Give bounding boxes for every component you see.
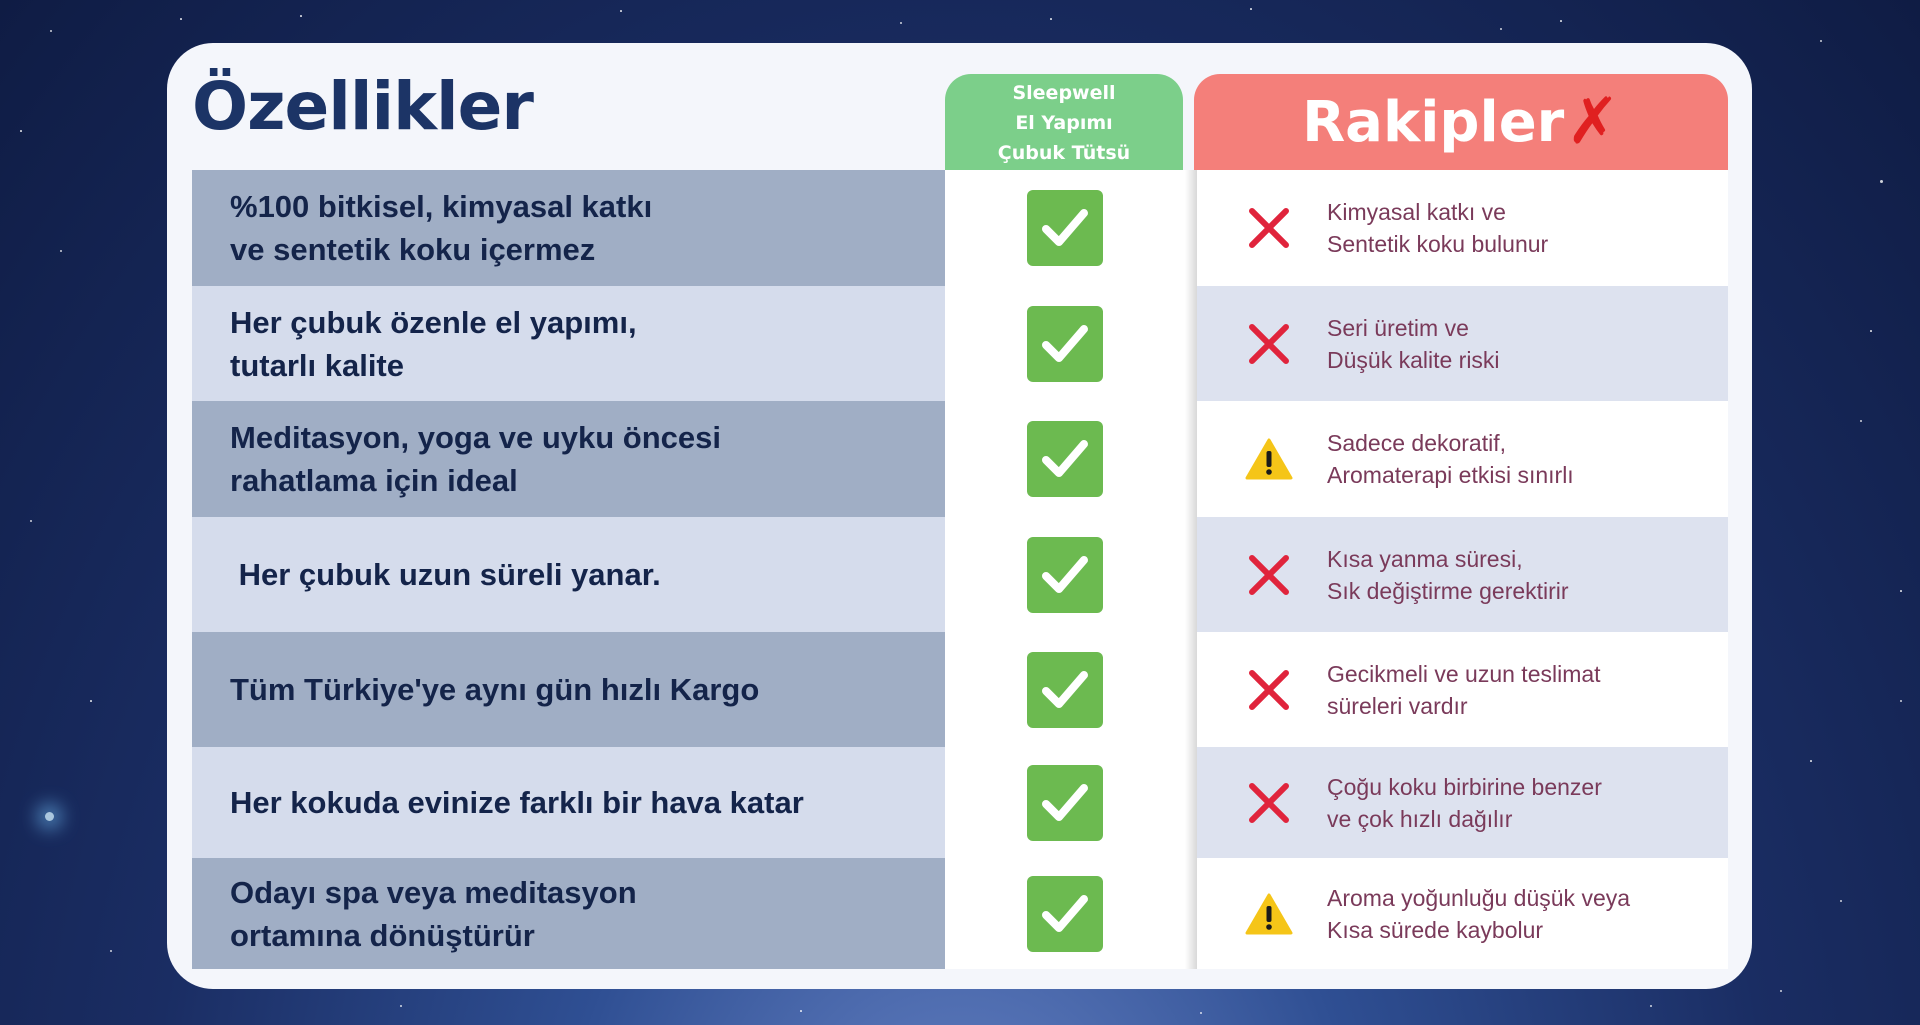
competitor-line: Aroma yoğunluğu düşük veya — [1327, 884, 1631, 911]
feature-line: Her kokuda evinize farklı bir hava katar — [230, 785, 804, 820]
competitor-text — [1327, 543, 1569, 607]
feature-line: Meditasyon, yoga ve uyku öncesi — [230, 420, 721, 455]
feature-line: rahatlama için ideal — [230, 463, 518, 498]
feature-text — [230, 668, 759, 711]
star — [1500, 28, 1502, 30]
column-divider — [1185, 286, 1197, 401]
feature-cell — [192, 858, 945, 969]
table-row — [192, 747, 1728, 858]
competitor-text — [1327, 312, 1500, 376]
star — [1840, 900, 1842, 902]
feature-text — [230, 416, 721, 502]
competitor-line: Gecikmeli ve uzun teslimat — [1327, 660, 1601, 687]
table-row — [192, 632, 1728, 747]
star — [1200, 1012, 1202, 1014]
competitor-text — [1327, 427, 1574, 491]
star — [1900, 700, 1902, 702]
cross-icon: ✗ — [1566, 85, 1620, 159]
star — [1820, 40, 1822, 42]
sleepwell-cell — [945, 858, 1185, 969]
star — [620, 10, 622, 12]
checkmark-icon — [1027, 537, 1103, 613]
sleepwell-header-line-3: Çubuk Tütsü — [997, 142, 1131, 164]
feature-text — [230, 553, 661, 596]
warning-icon — [1239, 437, 1299, 481]
star — [900, 22, 902, 24]
competitor-line: Sadece dekoratif, — [1327, 430, 1507, 456]
warning-icon — [1239, 892, 1299, 936]
star — [1900, 590, 1902, 592]
sleepwell-cell — [945, 401, 1185, 517]
feature-line: Odayı spa veya meditasyon — [230, 874, 637, 910]
star — [1050, 18, 1052, 20]
star — [1780, 990, 1782, 992]
feature-cell — [192, 286, 945, 401]
star — [110, 950, 112, 952]
checkmark-icon — [1027, 190, 1103, 266]
competitor-line: Kısa sürede kaybolur — [1327, 916, 1544, 943]
competitor-cell — [1197, 747, 1728, 858]
competitor-line: Düşük kalite riski — [1327, 346, 1500, 373]
star — [1810, 760, 1812, 762]
competitor-cell — [1197, 858, 1728, 969]
competitor-line: Kimyasal katkı ve — [1327, 199, 1506, 225]
table-row — [192, 858, 1728, 969]
competitor-line: ve çok hızlı dağılır — [1327, 805, 1513, 832]
checkmark-icon — [1027, 652, 1103, 728]
star — [1880, 180, 1883, 183]
star — [90, 700, 92, 702]
competitor-line: Aromaterapi etkisi sınırlı — [1327, 462, 1574, 488]
competitor-text — [1327, 196, 1548, 260]
star — [1870, 330, 1872, 332]
column-divider — [1185, 517, 1197, 632]
sleepwell-cell — [945, 632, 1185, 747]
cross-icon — [1239, 667, 1299, 713]
star — [45, 812, 54, 821]
feature-text — [230, 301, 637, 387]
feature-line: Her çubuk uzun süreli yanar. — [230, 557, 661, 592]
feature-line: ortamına dönüştürür — [230, 917, 535, 953]
checkmark-icon — [1027, 876, 1103, 952]
sleepwell-cell — [945, 286, 1185, 401]
column-divider — [1185, 401, 1197, 517]
star — [400, 1005, 402, 1007]
column-divider — [1185, 747, 1197, 858]
sleepwell-header-line-1: Sleepwell — [1012, 82, 1116, 104]
star — [1860, 420, 1862, 422]
competitor-cell — [1197, 286, 1728, 401]
cross-icon — [1239, 552, 1299, 598]
table-row — [192, 286, 1728, 401]
feature-line: %100 bitkisel, kimyasal katkı — [230, 189, 653, 224]
star — [1250, 8, 1252, 10]
cross-icon — [1239, 321, 1299, 367]
checkmark-icon — [1027, 765, 1103, 841]
feature-cell — [192, 747, 945, 858]
checkmark-icon — [1027, 306, 1103, 382]
checkmark-icon — [1027, 421, 1103, 497]
competitor-line: Sentetik koku bulunur — [1327, 231, 1549, 257]
competitor-cell — [1197, 401, 1728, 517]
feature-cell — [192, 401, 945, 517]
competitor-line: Kısa yanma süresi, — [1327, 545, 1523, 572]
competitor-text — [1327, 658, 1601, 722]
cross-icon — [1239, 780, 1299, 826]
sleepwell-cell — [945, 517, 1185, 632]
table-row — [192, 517, 1728, 632]
feature-cell — [192, 632, 945, 747]
competitor-line: süreleri vardır — [1327, 692, 1468, 719]
competitors-column-header — [1194, 74, 1728, 170]
competitor-cell — [1197, 632, 1728, 747]
feature-line: Her çubuk özenle el yapımı, — [230, 304, 637, 340]
sleepwell-cell — [945, 747, 1185, 858]
star — [1560, 20, 1562, 22]
feature-line: tutarlı kalite — [230, 347, 404, 383]
sleepwell-column-header — [945, 74, 1183, 170]
feature-cell — [192, 170, 945, 286]
star — [800, 1010, 802, 1012]
feature-line: Tüm Türkiye'ye aynı gün hızlı Kargo — [230, 672, 760, 707]
competitor-line: Çoğu koku birbirine benzer — [1327, 773, 1602, 800]
table-row — [192, 170, 1728, 286]
page-title: Özellikler — [192, 68, 533, 145]
feature-line: ve sentetik koku içermez — [230, 232, 596, 267]
star — [1650, 1005, 1652, 1007]
competitor-text — [1327, 882, 1630, 946]
feature-text — [230, 781, 804, 824]
competitor-line: Seri üretim ve — [1327, 314, 1469, 341]
competitors-header-label: Rakipler — [1302, 89, 1565, 155]
sleepwell-header-line-2: El Yapımı — [1015, 112, 1113, 134]
column-divider — [1185, 170, 1197, 286]
star — [50, 30, 52, 32]
sleepwell-cell — [945, 170, 1185, 286]
column-divider — [1185, 632, 1197, 747]
feature-text — [230, 185, 652, 271]
column-divider — [1185, 858, 1197, 969]
star — [300, 15, 302, 17]
cross-icon — [1239, 205, 1299, 251]
competitor-cell — [1197, 517, 1728, 632]
competitor-line: Sık değiştirme gerektirir — [1327, 577, 1569, 604]
table-row — [192, 401, 1728, 517]
feature-cell — [192, 517, 945, 632]
star — [30, 520, 32, 522]
star — [60, 250, 62, 252]
competitor-text — [1327, 771, 1602, 835]
star — [180, 18, 182, 20]
feature-text — [230, 871, 637, 957]
star — [20, 130, 22, 132]
competitor-cell — [1197, 170, 1728, 286]
